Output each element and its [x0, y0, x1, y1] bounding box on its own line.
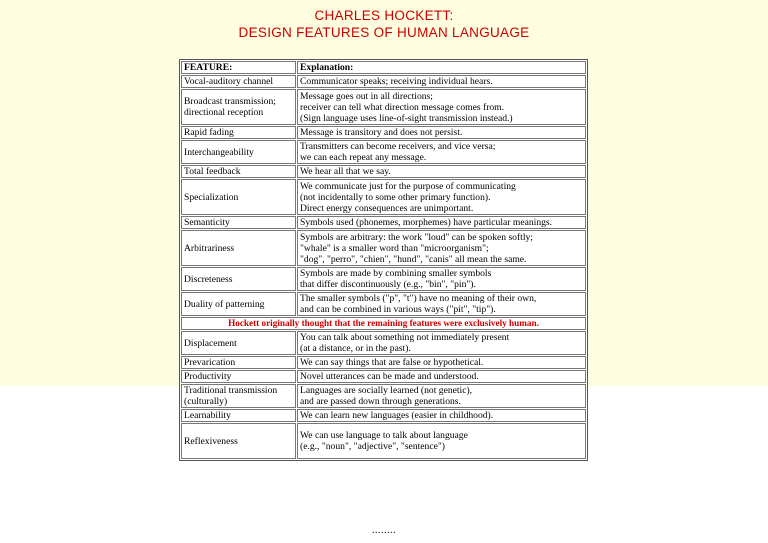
table-row [181, 89, 586, 125]
explanation-cell: Novel utterances can be made and understood. [297, 370, 586, 383]
feature-cell: Specialization [181, 179, 296, 215]
header-explanation: Explanation: [297, 61, 586, 74]
table-row [181, 140, 586, 164]
explanation-cell: We can say things that are false or hypothetical. [297, 356, 586, 369]
table-row [181, 356, 586, 369]
explanation-cell: We can use language to talk about language (e.g., "noun", "adjective", "sentence") [297, 423, 586, 459]
page-title [0, 8, 768, 41]
explanation-cell: Symbols are arbitrary: the work "loud" can be spoken softly; "whale" is a smaller word than "microorganism"; "dog", "perro", "chien", "hund", "canis" all mean the same. [297, 230, 586, 266]
table-row [181, 126, 586, 139]
feature-cell: Broadcast transmission; directional reception [181, 89, 296, 125]
feature-cell: Total feedback [181, 165, 296, 178]
table-row [181, 384, 586, 408]
exclusively-human-note: Hockett originally thought that the remaining features were exclusively human. [181, 317, 586, 330]
feature-cell: Interchangeability [181, 140, 296, 164]
feature-cell: Traditional transmission (culturally) [181, 384, 296, 408]
footer-dots: ........ [372, 525, 396, 536]
explanation-cell: Message goes out in all directions; receiver can tell what direction message comes from. (Sign language uses line-of-sight transmission instead.) [297, 89, 586, 125]
table-row [181, 370, 586, 383]
explanation-cell: Symbols are made by combining smaller symbols that differ discontinuously (e.g., "bin", "pin"). [297, 267, 586, 291]
feature-cell: Discreteness [181, 267, 296, 291]
feature-cell: Arbitrariness [181, 230, 296, 266]
table-row [181, 179, 586, 215]
feature-cell: Prevarication [181, 356, 296, 369]
explanation-cell: Message is transitory and does not persist. [297, 126, 586, 139]
explanation-cell: Symbols used (phonemes, morphemes) have particular meanings. [297, 216, 586, 229]
title-line-1: CHARLES HOCKETT: [314, 8, 454, 23]
features-table [179, 59, 588, 461]
explanation-cell: Languages are socially learned (not genetic), and are passed down through generations. [297, 384, 586, 408]
explanation-cell: Communicator speaks; receiving individual hears. [297, 75, 586, 88]
table-row [181, 216, 586, 229]
feature-cell: Learnability [181, 409, 296, 422]
explanation-cell: You can talk about something not immediately present (at a distance, or in the past). [297, 331, 586, 355]
explanation-cell: We hear all that we say. [297, 165, 586, 178]
note-row [181, 317, 586, 330]
table-row [181, 230, 586, 266]
feature-cell: Rapid fading [181, 126, 296, 139]
explanation-cell: Transmitters can become receivers, and vice versa; we can each repeat any message. [297, 140, 586, 164]
explanation-cell: The smaller symbols ("p", "t") have no meaning of their own, and can be combined in various ways ("pit", "tip"). [297, 292, 586, 316]
explanation-cell: We can learn new languages (easier in childhood). [297, 409, 586, 422]
feature-cell: Duality of patterning [181, 292, 296, 316]
table-row [181, 331, 586, 355]
explanation-cell: We communicate just for the purpose of communicating (not incidentally to some other primary function). Direct energy consequences are unimportant. [297, 179, 586, 215]
feature-cell: Semanticity [181, 216, 296, 229]
table-row [181, 267, 586, 291]
feature-cell: Vocal-auditory channel [181, 75, 296, 88]
feature-cell: Reflexiveness [181, 423, 296, 459]
feature-cell: Productivity [181, 370, 296, 383]
table-header-row [181, 61, 586, 74]
table-row [181, 75, 586, 88]
header-feature: FEATURE: [181, 61, 296, 74]
table-row [181, 165, 586, 178]
table-row [181, 292, 586, 316]
feature-cell: Displacement [181, 331, 296, 355]
table-row [181, 423, 586, 459]
table-row [181, 409, 586, 422]
title-line-2: DESIGN FEATURES OF HUMAN LANGUAGE [238, 24, 530, 40]
